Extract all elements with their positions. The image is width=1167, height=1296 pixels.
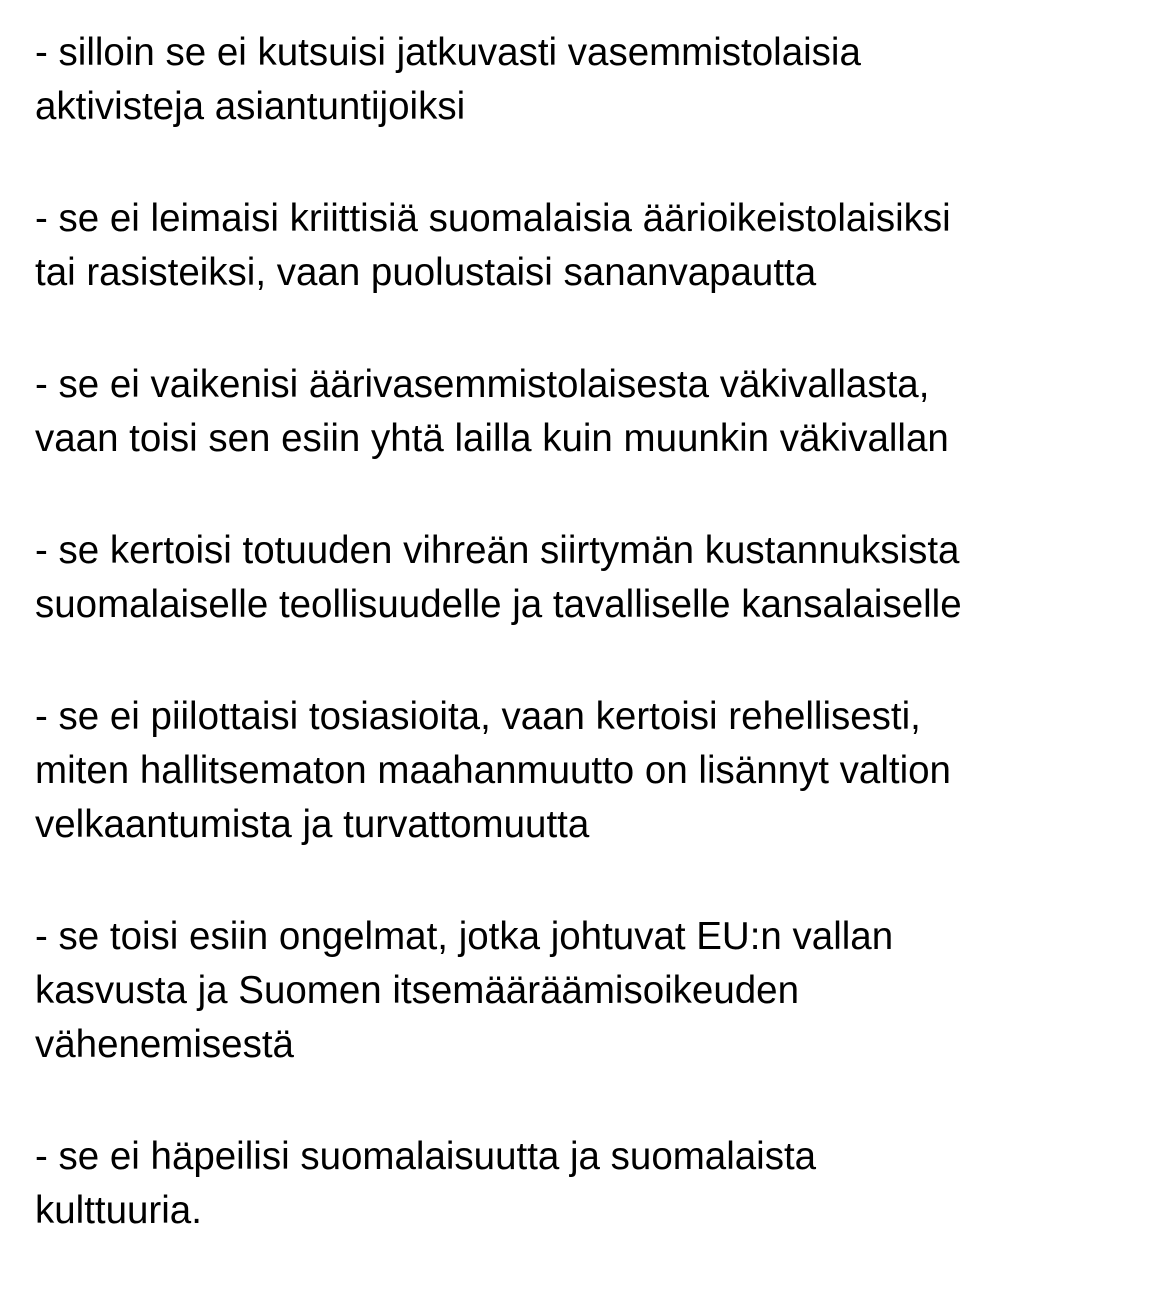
text-line: - se ei piilottaisi tosiasioita, vaan kertoisi rehellisesti, (35, 695, 921, 738)
text-line: - se ei vaikenisi äärivasemmistolaisesta väkivallasta, (35, 363, 930, 406)
text-line: suomalaiselle teollisuudelle ja tavalliselle kansalaiselle (35, 583, 962, 626)
bullet-paragraph (35, 1130, 1155, 1238)
text-line: kulttuuria. (35, 1189, 202, 1232)
text-line: velkaantumista ja turvattomuutta (35, 803, 590, 846)
bullet-paragraph (35, 358, 1155, 466)
bullet-paragraph (35, 26, 1155, 134)
text-line: tai rasisteiksi, vaan puolustaisi sananvapautta (35, 251, 817, 294)
text-line: kasvusta ja Suomen itsemääräämisoikeuden (35, 969, 799, 1012)
text-line: - silloin se ei kutsuisi jatkuvasti vasemmistolaisia (35, 31, 861, 74)
text-line: - se ei leimaisi kriittisiä suomalaisia äärioikeistolaisiksi (35, 197, 951, 240)
text-line: - se kertoisi totuuden vihreän siirtymän kustannuksista (35, 529, 960, 572)
text-line: vaan toisi sen esiin yhtä lailla kuin muunkin väkivallan (35, 417, 949, 460)
text-line: vähenemisestä (35, 1023, 294, 1066)
note-text-body (35, 26, 1155, 1296)
bullet-paragraph (35, 910, 1155, 1072)
text-line: - se ei häpeilisi suomalaisuutta ja suomalaista (35, 1135, 817, 1178)
text-line: - se toisi esiin ongelmat, jotka johtuvat EU:n vallan (35, 915, 894, 958)
text-line: miten hallitsematon maahanmuutto on lisännyt valtion (35, 749, 951, 792)
bullet-paragraph (35, 524, 1155, 632)
bullet-paragraph (35, 690, 1155, 852)
text-line: aktivisteja asiantuntijoiksi (35, 85, 466, 128)
bullet-paragraph (35, 192, 1155, 300)
